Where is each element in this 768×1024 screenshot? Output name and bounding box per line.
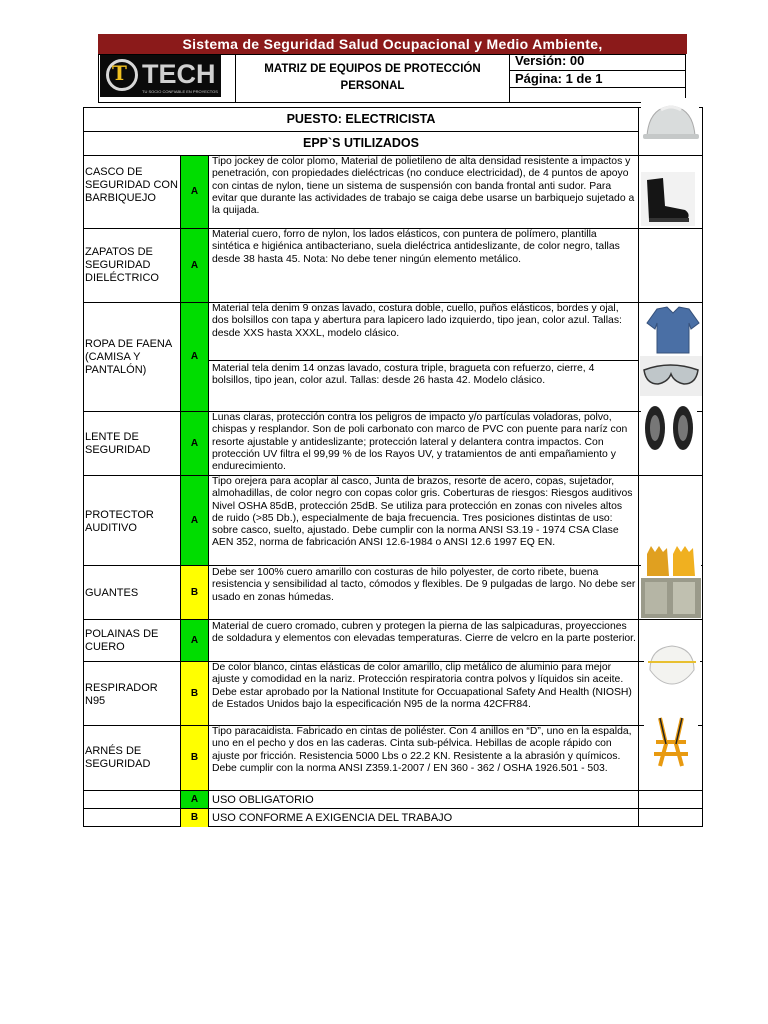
helmet-image [641, 98, 699, 150]
item-description: Tipo orejera para acoplar al casco, Junta de brazos, resorte de acero, copas, sujetador, almohadillas, de color negro con copas color gris. Coberturas de riesgos: Riesgos auditivos Nivel OSHA 85dB, protección 25dB. Se utiliza para protección en zonas con niveles altos de ruido (>85 Db.), especialmente de baja frecuencia. Tres posiciones distintas de uso: sobre casco, suelto, ajustado. Debe cumplir con la norma ANSI S3.19 - 1974 CSA Clase AEN 352, norma de fabricación ANSI 12.6-1984 o ANSI 12.6 1997 EQ EN. [212, 476, 633, 549]
item-name: PROTECTOR AUDITIVO [85, 509, 154, 534]
shirt-image [645, 305, 701, 355]
item-name: ROPA DE FAENA (CAMISA Y PANTALÓN) [85, 338, 172, 376]
item-code: B [181, 726, 208, 790]
item-code: B [181, 662, 208, 725]
item-name: ZAPATOS DE SEGURIDAD DIELÉCTRICO [85, 246, 159, 284]
item-description: Material tela denim 9 onzas lavado, costura doble, cuello, puños elásticos, bordes y ojal, dos bolsillos con tapa y abertura para lapicero lado izquierdo, tipo jean, color azul. Tallas: desde XXS hasta XXXL, modelo clásico. [212, 303, 622, 339]
logo-text: TECH [142, 59, 216, 89]
page-label: Página: 1 de 1 [515, 71, 603, 86]
glasses-image [640, 356, 702, 396]
logo-t-icon: T [112, 61, 127, 85]
legend-text: USO OBLIGATORIO [212, 794, 314, 806]
item-code: A [181, 476, 208, 565]
item-description: Material de cuero cromado, cubren y protegen la pierna de las salpicaduras, proyecciones de soldadura y elementos con elevadas temperaturas. Cierre de velcro en la parte posterior. [212, 621, 636, 645]
harness-image [644, 714, 698, 770]
item-description: Tipo paracaidista. Fabricado en cintas de poliéster. Con 4 anillos en “D”, uno en la espalda, uno en el pecho y dos en las caderas. Cinta sub-pélvica. Hebillas de acople rápido con ajuste por fricción. Resistencia 5000 Lbs o 22.2 KN. Resistente a la abrasión y químicos. Debe cumplir con la norma ANSI Z359.1-2007 / EN 360 - 362 / OSHA 1926.501 - 503. [212, 726, 632, 774]
item-description: Tipo jockey de color plomo, Material de polietileno de alta densidad resistente a impactos y penetración, con propiedades dieléctricas (no conduce electricidad), de 4 puntos de apoyo con cintas de nylon, tiene un sistema de suspensión con banda frontal anti sudor. Para evitar que durante las actividades de trabajo se caiga debe usarse un barbiquejo sujetado a la quijada. [212, 156, 635, 217]
item-code: B [181, 566, 208, 619]
item-name: CASCO DE SEGURIDAD CON BARBIQUEJO [85, 166, 178, 204]
respirator-image [644, 640, 700, 688]
epp-heading: EPP`S UTILIZADOS [303, 136, 419, 150]
item-code: A [181, 229, 208, 302]
shoes-image [641, 172, 695, 226]
item-code: A [181, 156, 208, 228]
item-code: A [181, 412, 208, 475]
item-name: GUANTES [85, 587, 139, 599]
item-code: A [181, 620, 208, 661]
legend-text: USO CONFORME A EXIGENCIA DEL TRABAJO [212, 812, 453, 824]
item-description-2: Material tela denim 14 onzas lavado, costura triple, bragueta con refuerzo, cierre, 4 bolsillos, tipo jean, color azul. Tallas: desde 26 hasta 42. Modelo clásico. [212, 363, 595, 387]
item-name: ARNÉS DE SEGURIDAD [85, 745, 151, 770]
item-name: POLAINAS DE CUERO [85, 628, 159, 653]
logo-tagline: TU SOCIO CONFIABLE EN PROYECTOS [142, 89, 218, 94]
ear-protector-image [641, 398, 697, 466]
puesto-title: PUESTO: ELECTRICISTA [286, 112, 436, 126]
item-name: LENTE DE SEGURIDAD [85, 431, 151, 456]
item-description: Debe ser 100% cuero amarillo con costuras de hilo polyester, de corto ribete, buena resistencia y sensibilidad al tacto, cómodos y flexibles. De 9 pulgadas de largo. No debe ser usado en zonas húmedas. [212, 567, 636, 603]
item-description: Material cuero, forro de nylon, los lados elásticos, con puntera de polímero, plantilla sintética e higiénica antibacteriano, suela dieléctrica antideslizante, de color negro, tallas desde 38 hasta 45. Nota: No debe tener ningún elemento metálico. [212, 229, 620, 265]
legend-code: A [181, 791, 208, 808]
item-description: De color blanco, cintas elásticas de color amarillo, clip metálico de aluminio para mejor ajuste y comodidad en la nariz. Protección respiratoria contra polvos y líquidos sin aceite. Debe estar aprobado por la National Institute for Occuapational Safety And Health (NIOSH) de Estados Unidos bajo la especificación N95 de la norma 42CFR84. [212, 662, 632, 710]
item-description: Lunas claras, protección contra los peligros de impacto y/o partículas voladoras, polvo, chispas y resplandor. Son de poli carbonato con marco de PVC con puente para naríz con resorte ajustable y antideslizante; protección lateral y delantera contra impactos. Con protección UV filtra el 99,99 % de los Rayos UV, y tratamientos de anti empañamiento y endurecimiento. [212, 412, 628, 473]
item-code: A [181, 303, 208, 411]
header-banner: Sistema de Seguridad Salud Ocupacional y Medio Ambiente, [98, 34, 687, 54]
item-name: RESPIRADOR N95 [85, 682, 158, 707]
company-logo [100, 55, 221, 97]
legend-code: B [181, 809, 208, 827]
gloves-image [641, 542, 701, 618]
document-title: MATRIZ DE EQUIPOS DE PROTECCIÓN PERSONAL [264, 63, 481, 92]
version-label: Versión: 00 [515, 53, 585, 68]
